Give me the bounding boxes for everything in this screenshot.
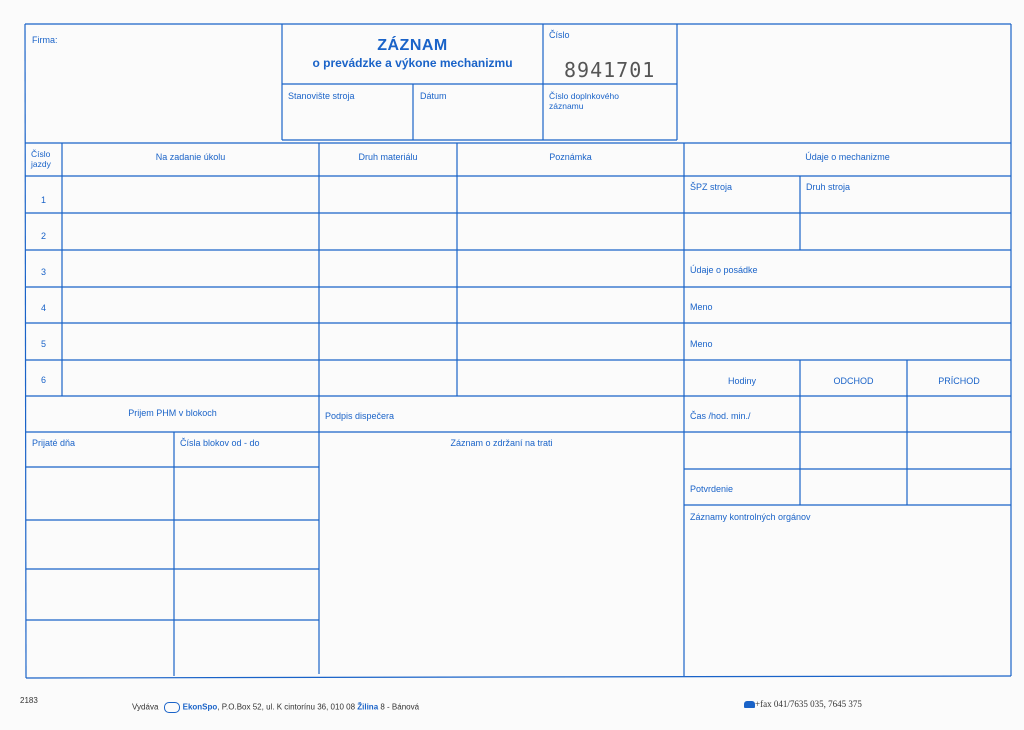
stanoviste-label: Stanovište stroja xyxy=(288,91,355,101)
mechanism-title: Údaje o mechanizme xyxy=(805,152,890,162)
prichod-label: PRÍCHOD xyxy=(938,376,980,386)
datum-label: Dátum xyxy=(420,91,447,101)
serial-number: 8941701 xyxy=(564,58,656,82)
trip-number: 3 xyxy=(40,267,46,277)
trip-number: 1 xyxy=(40,195,46,205)
trip-number: 2 xyxy=(40,231,46,241)
ekonspo-logo-icon xyxy=(164,702,180,713)
zadanie-label: Na zadanie úkolu xyxy=(155,152,226,162)
material-label: Druh materiálu xyxy=(358,152,418,162)
meno-label-2: Meno xyxy=(690,339,713,349)
form-subtitle: o prevádzke a výkone mechanizmu xyxy=(312,56,513,70)
cislo-jazdy-label: Číslo jazdy xyxy=(31,149,51,169)
firma-label: Firma: xyxy=(32,35,58,45)
cas-label: Čas /hod. min./ xyxy=(690,411,751,421)
podpis-label: Podpis dispečera xyxy=(325,411,395,421)
form-title: ZÁZNAM xyxy=(377,37,448,54)
trip-number: 5 xyxy=(40,339,46,349)
publisher-line: Vydáva EkonSpo, P.O.Box 52, ul. K cintorínu 36, 010 08 Žilina 8 - Bánová xyxy=(132,702,420,712)
spz-label: ŠPZ stroja xyxy=(690,182,733,192)
form-code: 2183 xyxy=(20,696,38,705)
poznamka-label: Poznámka xyxy=(549,152,592,162)
odchod-label: ODCHOD xyxy=(833,376,874,386)
phone-icon xyxy=(744,701,755,708)
fax-line: +fax 041/7635 035, 7645 375 xyxy=(744,699,862,709)
hodiny-label: Hodiny xyxy=(727,376,756,386)
kontrolne-label: Záznamy kontrolných orgánov xyxy=(690,512,811,522)
prijate-label: Prijaté dňa xyxy=(32,438,76,448)
potvrdenie-label: Potvrdenie xyxy=(690,484,734,494)
cislo-label: Číslo xyxy=(549,30,570,40)
fuel-title: Prijem PHM v blokoch xyxy=(128,408,217,418)
doplnkove-label: Číslo doplnkového záznamu xyxy=(549,91,619,111)
trip-number: 6 xyxy=(40,375,46,385)
zdrzani-label: Záznam o zdržaní na trati xyxy=(450,438,553,448)
bloky-label: Čísla blokov od - do xyxy=(180,438,260,448)
trip-number: 4 xyxy=(40,303,46,313)
posadka-label: Údaje o posádke xyxy=(690,265,758,275)
druh-stroja-label: Druh stroja xyxy=(806,182,851,192)
meno-label-1: Meno xyxy=(690,302,713,312)
